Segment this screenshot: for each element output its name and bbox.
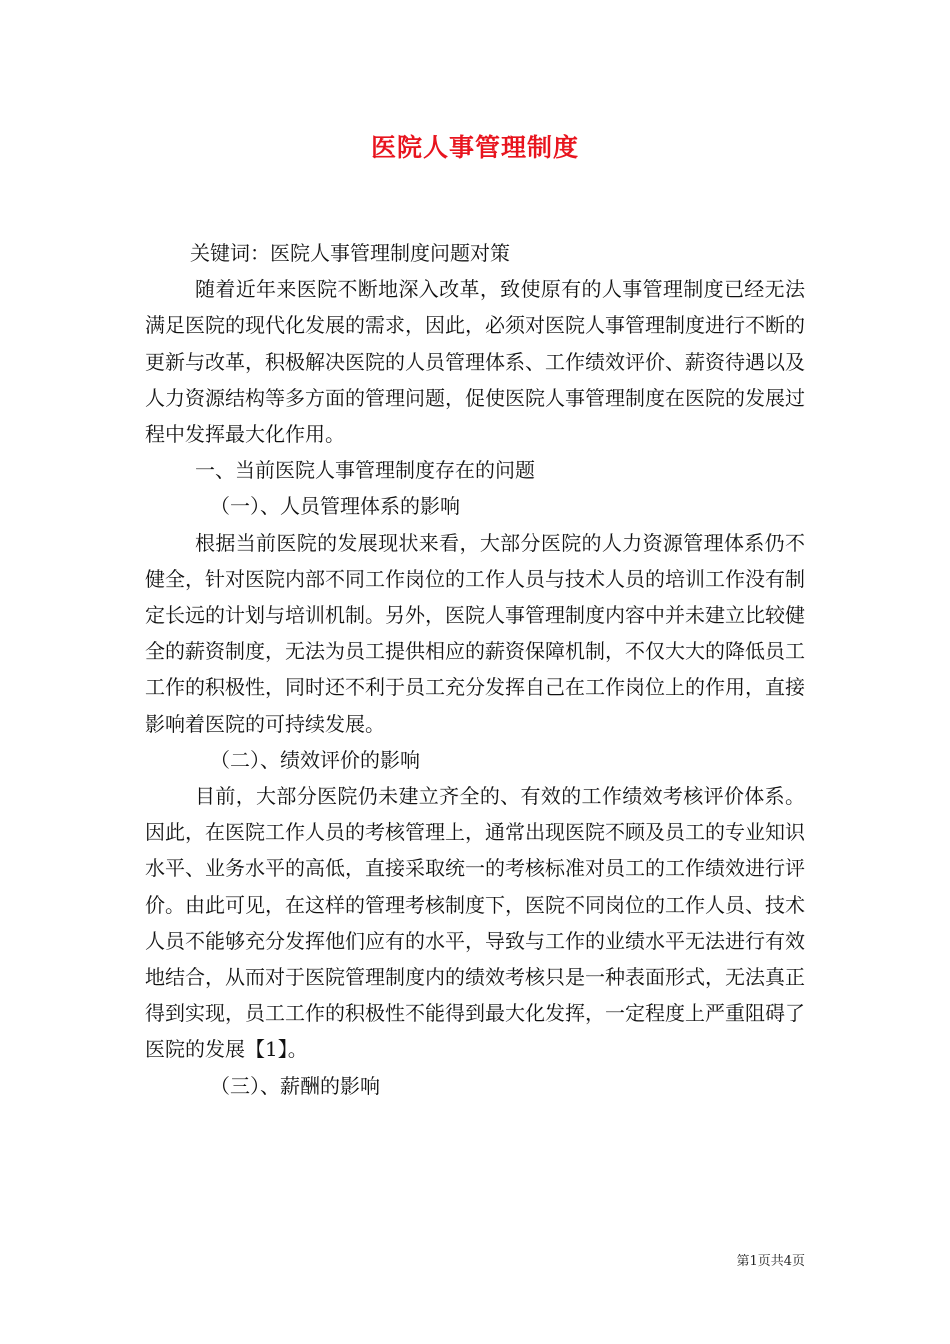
keywords-line: 关键词：医院人事管理制度问题对策 — [190, 241, 510, 265]
subsection-paragraph-1: 根据当前医院的发展现状来看，大部分医院的人力资源管理体系仍不健全，针对医院内部不同工作岗位的工作人员与技术人员的培训工作没有制定长远的计划与培训机制。另外，医院人事管理制度内容中并未建立比较健全的薪资制度，无法为员工提供相应的薪资保障机制，不仅大大的降低员工工作的积极性，同时还不利于员工充分发挥自己在工作岗位上的作用，直接影响着医院的可持续发展。 — [145, 530, 805, 736]
section-heading-1: 一、当前医院人事管理制度存在的问题 — [195, 458, 535, 483]
subsection-heading-1: （一）、人员管理体系的影响 — [210, 494, 460, 519]
page-number: 第1页共4页 — [736, 1254, 805, 1269]
subsection-heading-2: （二）、绩效评价的影响 — [210, 747, 420, 772]
document-title: 医院人事管理制度 — [370, 133, 579, 162]
document-body — [145, 235, 805, 1104]
intro-paragraph: 随着近年来医院不断地深入改革，致使原有的人事管理制度已经无法满足医院的现代化发展的需求，因此，必须对医院人事管理制度进行不断的更新与改革，积极解决医院的人员管理体系、工作绩效评价、薪资待遇以及人力资源结构等多方面的管理问题，促使医院人事管理制度在医院的发展过程中发挥最大化作用。 — [145, 277, 805, 447]
subsection-paragraph-2: 目前，大部分医院仍未建立齐全的、有效的工作绩效考核评价体系。因此，在医院工作人员的考核管理上，通常出现医院不顾及员工的专业知识水平、业务水平的高低，直接采取统一的考核标准对员工的工作绩效进行评价。由此可见，在这样的管理考核制度下，医院不同岗位的工作人员、技术人员不能够充分发挥他们应有的水平，导致与工作的业绩水平无法进行有效地结合，从而对于医院管理制度内的绩效考核只是一种表面形式，无法真正得到实现，员工工作的积极性不能得到最大化发挥，一定程度上严重阻碍了医院的发展【1】。 — [145, 784, 805, 1062]
subsection-heading-3: （三）、薪酬的影响 — [210, 1073, 380, 1098]
